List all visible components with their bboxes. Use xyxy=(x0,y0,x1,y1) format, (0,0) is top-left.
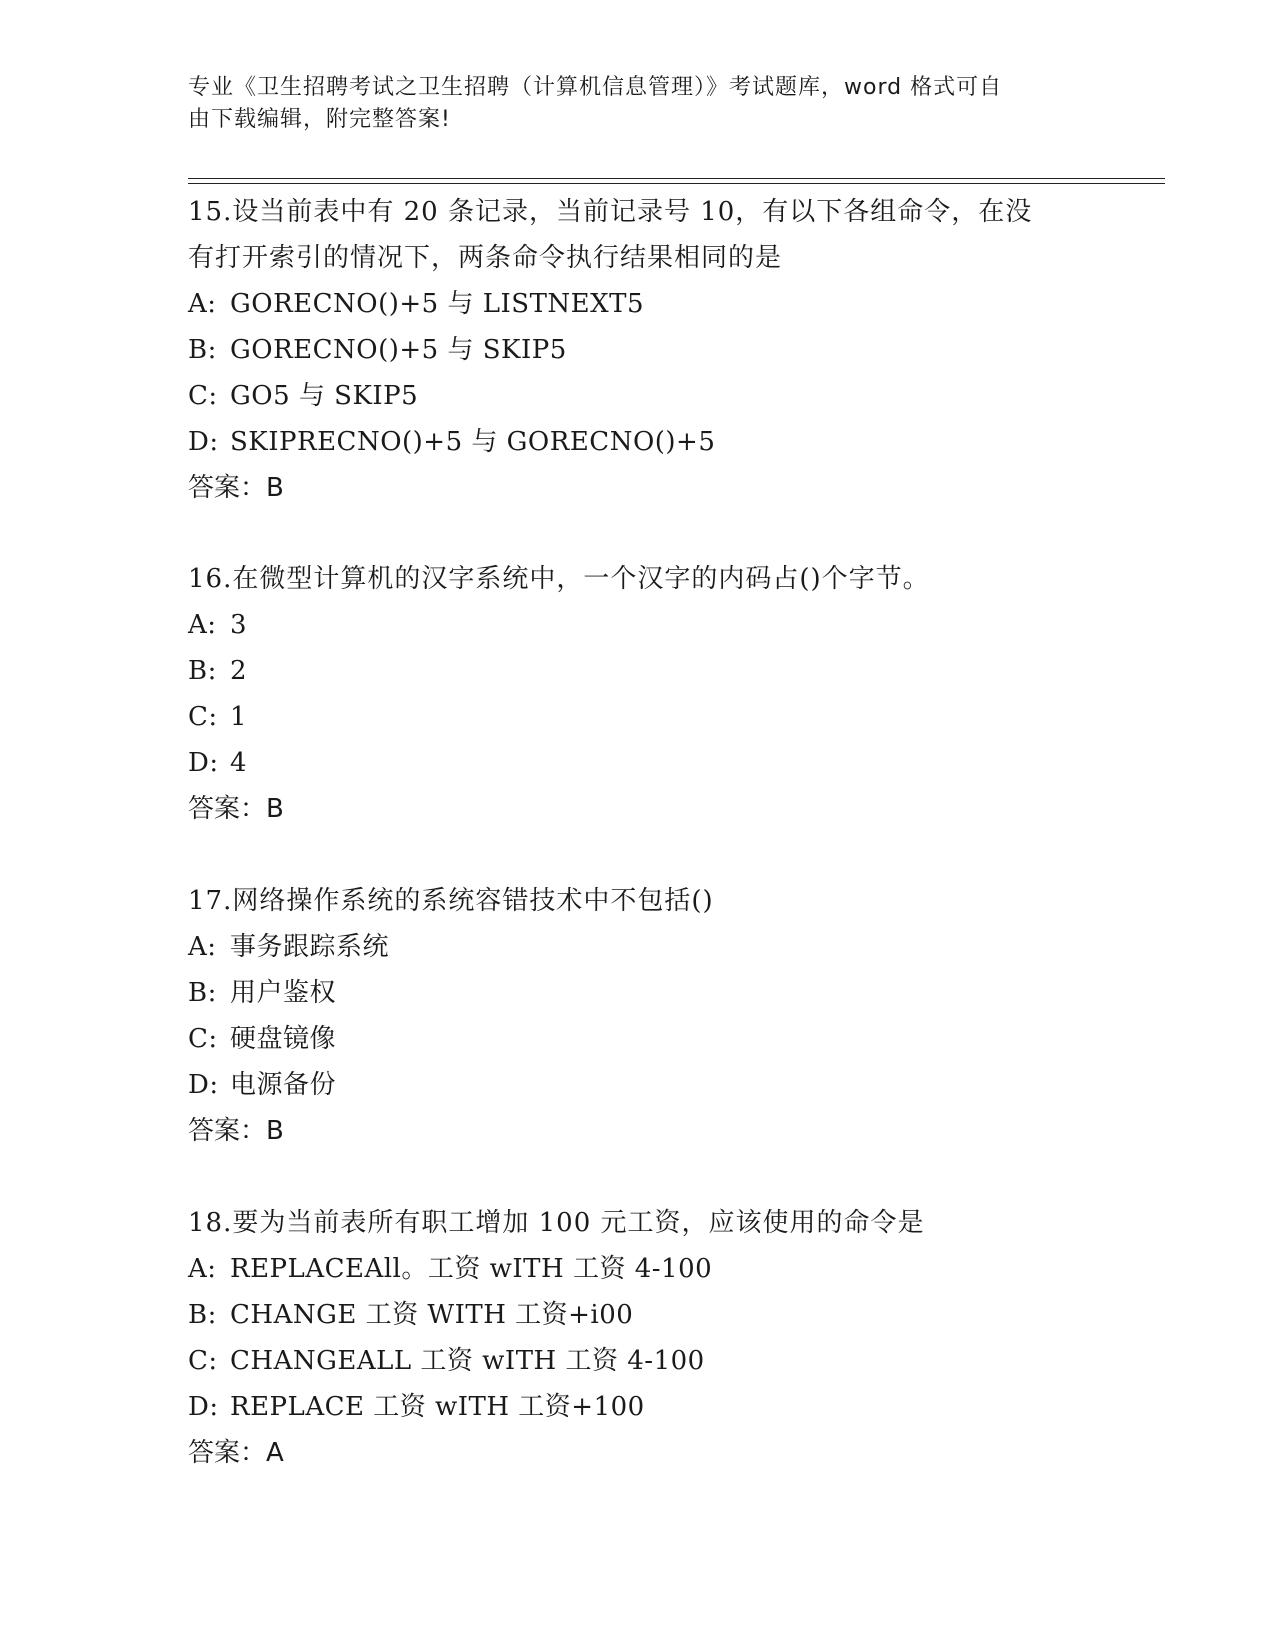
option-tag: B: xyxy=(188,656,217,686)
option-tag: D: xyxy=(188,1070,219,1100)
question-17 xyxy=(188,878,1088,1154)
option-tag: B: xyxy=(188,978,217,1008)
option-text: SKIPRECNO()+5 与 GORECNO()+5 xyxy=(230,427,716,457)
option-text: REPLACE 工资 wITH 工资+100 xyxy=(230,1392,645,1422)
option-tag: A: xyxy=(188,932,217,962)
question-16 xyxy=(188,556,1088,832)
option-a xyxy=(188,281,1088,327)
option-text: 1 xyxy=(230,702,248,732)
document-header xyxy=(188,72,1068,136)
option-text: 事务跟踪系统 xyxy=(230,932,390,962)
header-line-1: 专业《卫生招聘考试之卫生招聘（计算机信息管理）》考试题库，word 格式可自 xyxy=(188,75,1003,100)
question-stem-line-1: 15.设当前表中有 20 条记录，当前记录号 10，有以下各组命令，在没 xyxy=(188,197,1033,227)
option-c xyxy=(188,373,1088,419)
option-d xyxy=(188,740,1088,786)
option-tag: D: xyxy=(188,427,219,457)
option-tag: B: xyxy=(188,1300,217,1330)
option-d xyxy=(188,1062,1088,1108)
answer-line: 答案：B xyxy=(188,794,284,824)
option-tag: D: xyxy=(188,748,219,778)
option-tag: B: xyxy=(188,335,217,365)
header-line-2: 由下载编辑，附完整答案! xyxy=(188,107,451,132)
option-text: 2 xyxy=(230,656,248,686)
option-text: CHANGE 工资 WITH 工资+i00 xyxy=(230,1300,634,1330)
option-text: REPLACEAll。工资 wITH 工资 4-100 xyxy=(230,1254,713,1284)
option-c xyxy=(188,1016,1088,1062)
option-c xyxy=(188,694,1088,740)
option-text: 用户鉴权 xyxy=(230,978,337,1008)
header-divider-bottom xyxy=(188,183,1165,184)
option-text: 4 xyxy=(230,748,248,778)
option-a xyxy=(188,1246,1088,1292)
option-a xyxy=(188,924,1088,970)
question-15 xyxy=(188,189,1088,511)
option-c xyxy=(188,1338,1088,1384)
question-stem-line-1: 18.要为当前表所有职工增加 100 元工资，应该使用的命令是 xyxy=(188,1208,925,1238)
option-b xyxy=(188,1292,1088,1338)
question-stem-line-2: 有打开索引的情况下，两条命令执行结果相同的是 xyxy=(188,243,783,273)
option-text: GORECNO()+5 与 SKIP5 xyxy=(230,335,567,365)
option-a xyxy=(188,602,1088,648)
option-b xyxy=(188,327,1088,373)
option-text: 硬盘镜像 xyxy=(230,1024,337,1054)
option-tag: C: xyxy=(188,1346,218,1376)
option-d xyxy=(188,1384,1088,1430)
option-tag: C: xyxy=(188,1024,218,1054)
answer-line: 答案：A xyxy=(188,1438,284,1468)
option-tag: A: xyxy=(188,610,217,640)
option-tag: A: xyxy=(188,289,217,319)
option-d xyxy=(188,419,1088,465)
option-tag: C: xyxy=(188,381,218,411)
option-text: 电源备份 xyxy=(230,1070,337,1100)
option-b xyxy=(188,970,1088,1016)
option-text: GO5 与 SKIP5 xyxy=(230,381,419,411)
option-text: CHANGEALL 工资 wITH 工资 4-100 xyxy=(230,1346,705,1376)
question-stem-line-1: 17.网络操作系统的系统容错技术中不包括() xyxy=(188,886,714,916)
answer-line: 答案：B xyxy=(188,473,284,503)
option-text: 3 xyxy=(230,610,248,640)
option-tag: D: xyxy=(188,1392,219,1422)
option-tag: C: xyxy=(188,702,218,732)
header-divider-top xyxy=(188,178,1165,179)
option-tag: A: xyxy=(188,1254,217,1284)
option-b xyxy=(188,648,1088,694)
question-18 xyxy=(188,1200,1088,1476)
answer-line: 答案：B xyxy=(188,1116,284,1146)
option-text: GORECNO()+5 与 LISTNEXT5 xyxy=(230,289,645,319)
question-stem-line-1: 16.在微型计算机的汉字系统中，一个汉字的内码占()个字节。 xyxy=(188,564,930,594)
